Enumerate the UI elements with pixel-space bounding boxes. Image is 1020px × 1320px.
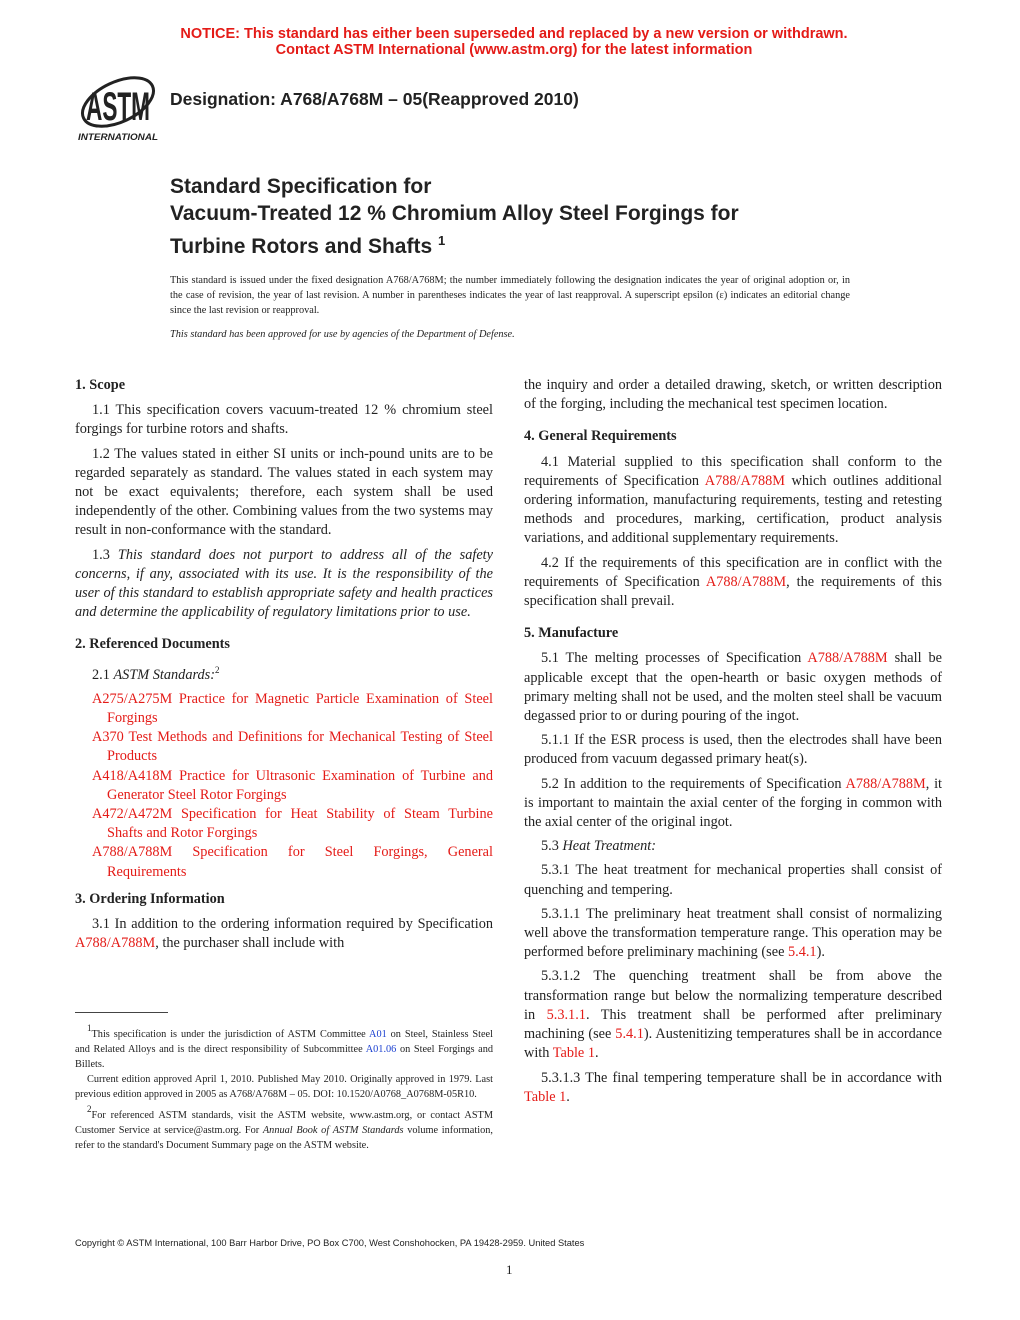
section-heading bbox=[524, 624, 942, 643]
paragraph bbox=[75, 445, 493, 541]
title-line-2: Vacuum-Treated 12 % Chromium Alloy Steel Forgings for bbox=[170, 202, 739, 225]
cross-reference-link[interactable]: 5.4.1 bbox=[787, 944, 817, 961]
text-run: shall be applicable except that the open-hearth or basic oxygen methods of primary melting shall not be used, and the molten steel shall be vacuum degassed prior to or during pouring of the ingot. bbox=[524, 650, 942, 725]
text-run: on Steel, Stainless Steel and Related Alloys and is the direct responsibility of Subcommittee bbox=[75, 1029, 493, 1055]
footnote bbox=[75, 1102, 493, 1153]
text-run: 3. Ordering Information bbox=[75, 890, 225, 907]
paragraph bbox=[75, 661, 493, 685]
footnote bbox=[75, 1021, 493, 1072]
text-run: 2. Referenced Documents bbox=[75, 636, 230, 653]
notice-line-2: Contact ASTM International (www.astm.org) for the latest information bbox=[275, 42, 753, 58]
paragraph bbox=[524, 775, 942, 833]
text-run: the inquiry and order a detailed drawing, sketch, or written description of the forging, including the mechanical test specimen location. bbox=[524, 377, 942, 413]
text-run: 5.2 In addition to the requirements of Specification bbox=[541, 775, 846, 792]
cross-reference-link[interactable]: A788/A788M bbox=[75, 935, 156, 952]
cross-reference-link[interactable]: A788/A788M bbox=[807, 650, 888, 667]
issued-note: This standard is issued under the fixed designation A768/A768M; the number immediately following the designation indicates the year of original adoption or, in the case of revision, the year of last revision. A number in parentheses indicates the year of last reapproval. A superscript epsilon (ε) indicates an editorial change since the last revision or reapproval. bbox=[170, 275, 850, 316]
paragraph bbox=[75, 915, 493, 953]
page-number: 1 bbox=[506, 1262, 513, 1277]
paragraph bbox=[524, 649, 942, 726]
section-heading bbox=[524, 427, 942, 446]
cross-reference-link[interactable]: A788/A788M Specification for Steel Forgings, General Requirements bbox=[92, 844, 493, 880]
text-run: 5. Manufacture bbox=[524, 625, 619, 642]
spacer bbox=[75, 882, 493, 890]
text-run: , it is important to maintain the axial center of the forging in common with the axial center of the original ingot. bbox=[524, 775, 943, 831]
title-line-1: Standard Specification for bbox=[170, 175, 432, 198]
astm-logo bbox=[76, 68, 160, 144]
spacer bbox=[524, 616, 942, 624]
text-run: , the requirements of this specification shall prevail. bbox=[524, 573, 942, 610]
cross-reference-link[interactable]: Table 1 bbox=[524, 1088, 567, 1105]
text-run: ). Austenitizing temperatures shall be in accordance with bbox=[524, 1026, 942, 1062]
svg-text:INTERNATIONAL: INTERNATIONAL bbox=[78, 132, 159, 143]
paragraph bbox=[75, 546, 493, 623]
footnote-mark: 2 bbox=[87, 1104, 92, 1114]
text-run: 5.3.1 The heat treatment for mechanical properties shall consist of quenching and tempering. bbox=[524, 862, 942, 898]
spacer bbox=[75, 627, 493, 635]
designation: Designation: A768/A768M – 05(Reapproved 2010) bbox=[170, 89, 579, 109]
paragraph bbox=[524, 967, 942, 1063]
text-run: ASTM Standards: bbox=[113, 666, 215, 683]
right-column bbox=[524, 376, 942, 1112]
text-run: This standard does not purport to address all of the safety concerns, if any, associated with its use. It is the responsibility of the user of this standard to establish appropriate safety and health practices and determine the applicability of regulatory limitations prior to use. bbox=[75, 546, 493, 621]
paragraph bbox=[524, 905, 942, 963]
text-run: Annual Book of ASTM Standards bbox=[262, 1125, 404, 1136]
paragraph bbox=[524, 837, 942, 856]
section-heading bbox=[75, 635, 493, 654]
cross-reference-link[interactable]: A418/A418M Practice for Ultrasonic Examination of Turbine and Generator Steel Rotor Forgings bbox=[92, 767, 493, 803]
paragraph bbox=[524, 1069, 942, 1107]
title-line-3-text: Turbine Rotors and Shafts bbox=[170, 235, 433, 258]
paragraph bbox=[524, 861, 942, 899]
text-run: 2.1 bbox=[92, 666, 114, 683]
cross-reference-link[interactable]: A788/A788M bbox=[845, 775, 926, 792]
cross-reference-link[interactable]: A788/A788M bbox=[704, 472, 786, 489]
text-run: This specification is under the jurisdiction of ASTM Committee bbox=[91, 1029, 370, 1040]
referenced-document bbox=[92, 843, 493, 881]
text-run: 1.1 This specification covers vacuum-treated 12 % chromium steel forgings for turbine rotors and shafts. bbox=[75, 402, 493, 438]
cross-reference-link[interactable]: A472/A472M Specification for Heat Stability of Steam Turbine Shafts and Rotor Forgings bbox=[92, 806, 493, 842]
dod-note: This standard has been approved for use by agencies of the Department of Defense. bbox=[170, 329, 515, 340]
text-run: 5.3.1.2 The quenching treatment shall be from above the transformation range but below the normalizing temperature described in bbox=[524, 968, 942, 1023]
title-line-3 bbox=[170, 227, 739, 260]
text-run: ). bbox=[816, 944, 825, 961]
footnotes bbox=[75, 1021, 493, 1153]
withdrawn-notice bbox=[0, 26, 1020, 58]
text-run: 1.2 The values stated in either SI units or inch-pound units are to be regarded separately as standard. The values stated in each system may not be exact equivalents; therefore, each system shall be used independently of the other. Combining values from the two systems may result in non-conformance with the standard. bbox=[75, 445, 493, 539]
svg-text:ASTM: ASTM bbox=[86, 85, 150, 129]
text-run: 5.3.1.3 The final tempering temperature shall be in accordance with bbox=[541, 1069, 942, 1086]
cross-reference-link[interactable]: A01.06 bbox=[365, 1044, 397, 1055]
text-run: . bbox=[595, 1045, 599, 1062]
text-run: 4.2 If the requirements of this specification are in conflict with the requirements of Specification bbox=[524, 554, 942, 590]
section-heading bbox=[75, 376, 493, 395]
cross-reference-link[interactable]: 5.4.1 bbox=[615, 1026, 644, 1043]
cross-reference-link[interactable]: A275/A275M Practice for Magnetic Particle Examination of Steel Forgings bbox=[92, 690, 493, 727]
text-run: Heat Treatment: bbox=[562, 838, 657, 855]
footnote-divider bbox=[75, 1012, 168, 1013]
cross-reference-link[interactable]: A01 bbox=[369, 1029, 387, 1040]
text-run: which outlines additional ordering information, manufacturing requirements, testing and retesting methods and procedures, marking, certification, product analysis variations, and additional supplementary requirements. bbox=[524, 472, 942, 547]
footnote-mark: 2 bbox=[215, 664, 220, 675]
referenced-document bbox=[92, 805, 493, 843]
text-run: Current edition approved April 1, 2010. Published May 2010. Originally approved in 1979. Last previous edition approved in 2005 as A768/A768M – 05. DOI: 10.1520/A0768_A0768M-05R10. bbox=[75, 1074, 493, 1100]
text-run: , the purchaser shall include with bbox=[155, 935, 345, 952]
paragraph bbox=[75, 401, 493, 439]
text-run: volume information, refer to the standard's Document Summary page on the ASTM website. bbox=[75, 1125, 493, 1151]
text-run: 4.1 Material supplied to this specification shall conform to the requirements of Specification bbox=[524, 453, 942, 489]
paragraph bbox=[524, 453, 942, 549]
referenced-document bbox=[92, 690, 493, 728]
title-footnote-mark[interactable]: 1 bbox=[437, 233, 446, 248]
copyright: Copyright © ASTM International, 100 Barr Harbor Drive, PO Box C700, West Conshohocken, PA 19428-2959. United States bbox=[75, 1238, 585, 1248]
paragraph bbox=[524, 376, 942, 414]
text-run: 5.3.1.1 The preliminary heat treatment shall consist of normalizing well above the transformation temperature range. This operation may be performed before preliminary machining (see bbox=[524, 905, 942, 961]
text-run: on Steel Forgings and Billets. bbox=[75, 1044, 493, 1070]
text-run: 5.1 The melting processes of Specification bbox=[541, 650, 808, 667]
spacer bbox=[524, 419, 942, 427]
footnote bbox=[75, 1072, 493, 1102]
text-run: 1. Scope bbox=[75, 377, 126, 393]
text-run: 4. General Requirements bbox=[524, 428, 677, 445]
cross-reference-link[interactable]: Table 1 bbox=[552, 1045, 596, 1062]
left-column bbox=[75, 376, 493, 958]
document-title bbox=[170, 173, 739, 260]
footnote-mark: 1 bbox=[87, 1023, 92, 1033]
text-run: 5.1.1 If the ESR process is used, then the electrodes shall have been produced from vacuum degassed primary heat(s). bbox=[524, 732, 942, 768]
text-run: For referenced ASTM standards, visit the ASTM website, www.astm.org, or contact ASTM Customer Service at service@astm.org. For bbox=[75, 1110, 493, 1136]
text-run: 5.3 bbox=[541, 838, 563, 855]
referenced-document bbox=[92, 728, 493, 766]
cross-reference-link[interactable]: A788/A788M bbox=[705, 573, 787, 590]
notice-line-1: NOTICE: This standard has either been superseded and replaced by a new version or withdrawn. bbox=[180, 26, 848, 42]
cross-reference-link[interactable]: 5.3.1.1 bbox=[546, 1006, 586, 1023]
paragraph bbox=[524, 554, 942, 612]
paragraph bbox=[524, 731, 942, 769]
section-heading bbox=[75, 890, 493, 909]
cross-reference-link[interactable]: A370 Test Methods and Definitions for Mechanical Testing of Steel Products bbox=[92, 729, 493, 765]
text-run: 1.3 bbox=[92, 546, 118, 563]
text-run: . bbox=[566, 1088, 570, 1105]
text-run: 3.1 In addition to the ordering information required by Specification bbox=[92, 916, 493, 933]
text-run: . This treatment shall be performed after preliminary machining (see bbox=[524, 1006, 942, 1043]
referenced-document bbox=[92, 767, 493, 805]
